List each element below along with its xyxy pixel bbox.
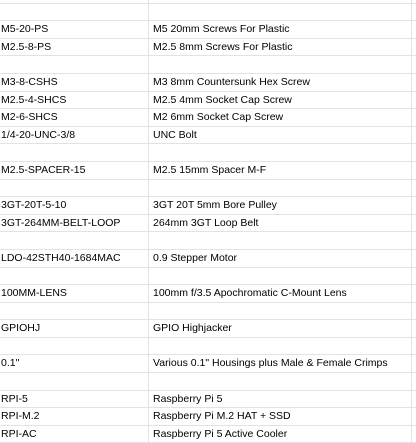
blank-cell[interactable] [412, 4, 416, 21]
description-cell[interactable] [149, 373, 412, 390]
sku-cell[interactable]: GPIOHJ [0, 320, 149, 337]
table-row [0, 355, 416, 373]
table-row [0, 162, 416, 180]
sku-cell[interactable]: 3GT-20T-5-10 [0, 197, 149, 214]
sku-cell[interactable] [0, 180, 149, 197]
table-row [0, 144, 416, 162]
description-cell[interactable]: 0.9 Stepper Motor [149, 250, 412, 267]
description-cell[interactable]: M2.5 8mm Screws For Plastic [149, 39, 412, 56]
table-row [0, 74, 416, 92]
blank-cell[interactable] [412, 232, 416, 249]
blank-cell[interactable] [412, 338, 416, 355]
description-cell[interactable] [149, 180, 412, 197]
blank-cell[interactable] [412, 320, 416, 337]
table-row [0, 21, 416, 39]
description-cell[interactable] [149, 4, 412, 21]
table-row [0, 215, 416, 233]
table-row [0, 285, 416, 303]
sku-cell[interactable]: RPI-M.2 [0, 408, 149, 425]
blank-cell[interactable] [412, 127, 416, 144]
description-cell[interactable]: M2 6mm Socket Cap Screw [149, 109, 412, 126]
table-row [0, 391, 416, 409]
sku-cell[interactable]: LDO-42STH40-1684MAC [0, 250, 149, 267]
description-cell[interactable] [149, 56, 412, 73]
blank-cell[interactable] [412, 92, 416, 109]
description-cell[interactable] [149, 268, 412, 285]
description-cell[interactable]: UNC Bolt [149, 127, 412, 144]
blank-cell[interactable] [412, 56, 416, 73]
blank-cell[interactable] [412, 39, 416, 56]
description-cell[interactable] [149, 144, 412, 161]
sku-cell[interactable]: M2.5-SPACER-15 [0, 162, 149, 179]
table-row [0, 109, 416, 127]
table-row [0, 197, 416, 215]
blank-cell[interactable] [412, 426, 416, 443]
description-cell[interactable] [149, 303, 412, 320]
sku-cell[interactable]: M3-8-CSHS [0, 74, 149, 91]
blank-cell[interactable] [412, 391, 416, 408]
description-cell[interactable] [149, 0, 412, 3]
table-row [0, 232, 416, 250]
blank-cell[interactable] [412, 373, 416, 390]
sku-cell[interactable] [0, 303, 149, 320]
sku-cell[interactable]: 100MM-LENS [0, 285, 149, 302]
blank-cell[interactable] [412, 285, 416, 302]
sku-cell[interactable] [0, 373, 149, 390]
sku-cell[interactable]: 0.1" [0, 355, 149, 372]
sku-cell[interactable] [0, 56, 149, 73]
blank-cell[interactable] [412, 0, 416, 3]
sku-cell[interactable] [0, 232, 149, 249]
description-cell[interactable]: Raspberry Pi 5 Active Cooler [149, 426, 412, 443]
blank-cell[interactable] [412, 144, 416, 161]
table-row [0, 373, 416, 391]
table-row [0, 92, 416, 110]
blank-cell[interactable] [412, 250, 416, 267]
table-row [0, 56, 416, 74]
description-cell[interactable]: GPIO Highjacker [149, 320, 412, 337]
table-row [0, 4, 416, 22]
table-row [0, 127, 416, 145]
table-row [0, 39, 416, 57]
sku-cell[interactable]: M2.5-8-PS [0, 39, 149, 56]
blank-cell[interactable] [412, 180, 416, 197]
sku-cell[interactable]: M5-20-PS [0, 21, 149, 38]
blank-cell[interactable] [412, 74, 416, 91]
sku-cell[interactable]: RPI-5 [0, 391, 149, 408]
table-row [0, 320, 416, 338]
blank-cell[interactable] [412, 215, 416, 232]
description-cell[interactable] [149, 338, 412, 355]
blank-cell[interactable] [412, 303, 416, 320]
sku-cell[interactable] [0, 268, 149, 285]
description-cell[interactable]: 3GT 20T 5mm Bore Pulley [149, 197, 412, 214]
table-row [0, 268, 416, 286]
table-row [0, 408, 416, 426]
sku-cell[interactable] [0, 0, 149, 3]
table-row [0, 250, 416, 268]
sku-cell[interactable] [0, 4, 149, 21]
blank-cell[interactable] [412, 197, 416, 214]
blank-cell[interactable] [412, 268, 416, 285]
description-cell[interactable]: M2.5 4mm Socket Cap Screw [149, 92, 412, 109]
sku-cell[interactable]: M2-6-SHCS [0, 109, 149, 126]
sku-cell[interactable]: M2.5-4-SHCS [0, 92, 149, 109]
blank-cell[interactable] [412, 21, 416, 38]
description-cell[interactable]: Various 0.1" Housings plus Male & Female Crimps [149, 355, 412, 372]
sku-cell[interactable] [0, 338, 149, 355]
description-cell[interactable]: Raspberry Pi M.2 HAT + SSD [149, 408, 412, 425]
description-cell[interactable]: 100mm f/3.5 Apochromatic C-Mount Lens [149, 285, 412, 302]
sku-cell[interactable]: 1/4-20-UNC-3/8 [0, 127, 149, 144]
description-cell[interactable]: Raspberry Pi 5 [149, 391, 412, 408]
sku-cell[interactable]: 3GT-264MM-BELT-LOOP [0, 215, 149, 232]
description-cell[interactable]: M3 8mm Countersunk Hex Screw [149, 74, 412, 91]
blank-cell[interactable] [412, 355, 416, 372]
blank-cell[interactable] [412, 162, 416, 179]
description-cell[interactable]: M2.5 15mm Spacer M-F [149, 162, 412, 179]
description-cell[interactable]: 264mm 3GT Loop Belt [149, 215, 412, 232]
table-row [0, 338, 416, 356]
sku-cell[interactable] [0, 144, 149, 161]
blank-cell[interactable] [412, 109, 416, 126]
blank-cell[interactable] [412, 408, 416, 425]
table-row [0, 426, 416, 443]
description-cell[interactable]: M5 20mm Screws For Plastic [149, 21, 412, 38]
sku-cell[interactable]: RPI-AC [0, 426, 149, 443]
table-row [0, 180, 416, 198]
description-cell[interactable] [149, 232, 412, 249]
table-row [0, 303, 416, 321]
